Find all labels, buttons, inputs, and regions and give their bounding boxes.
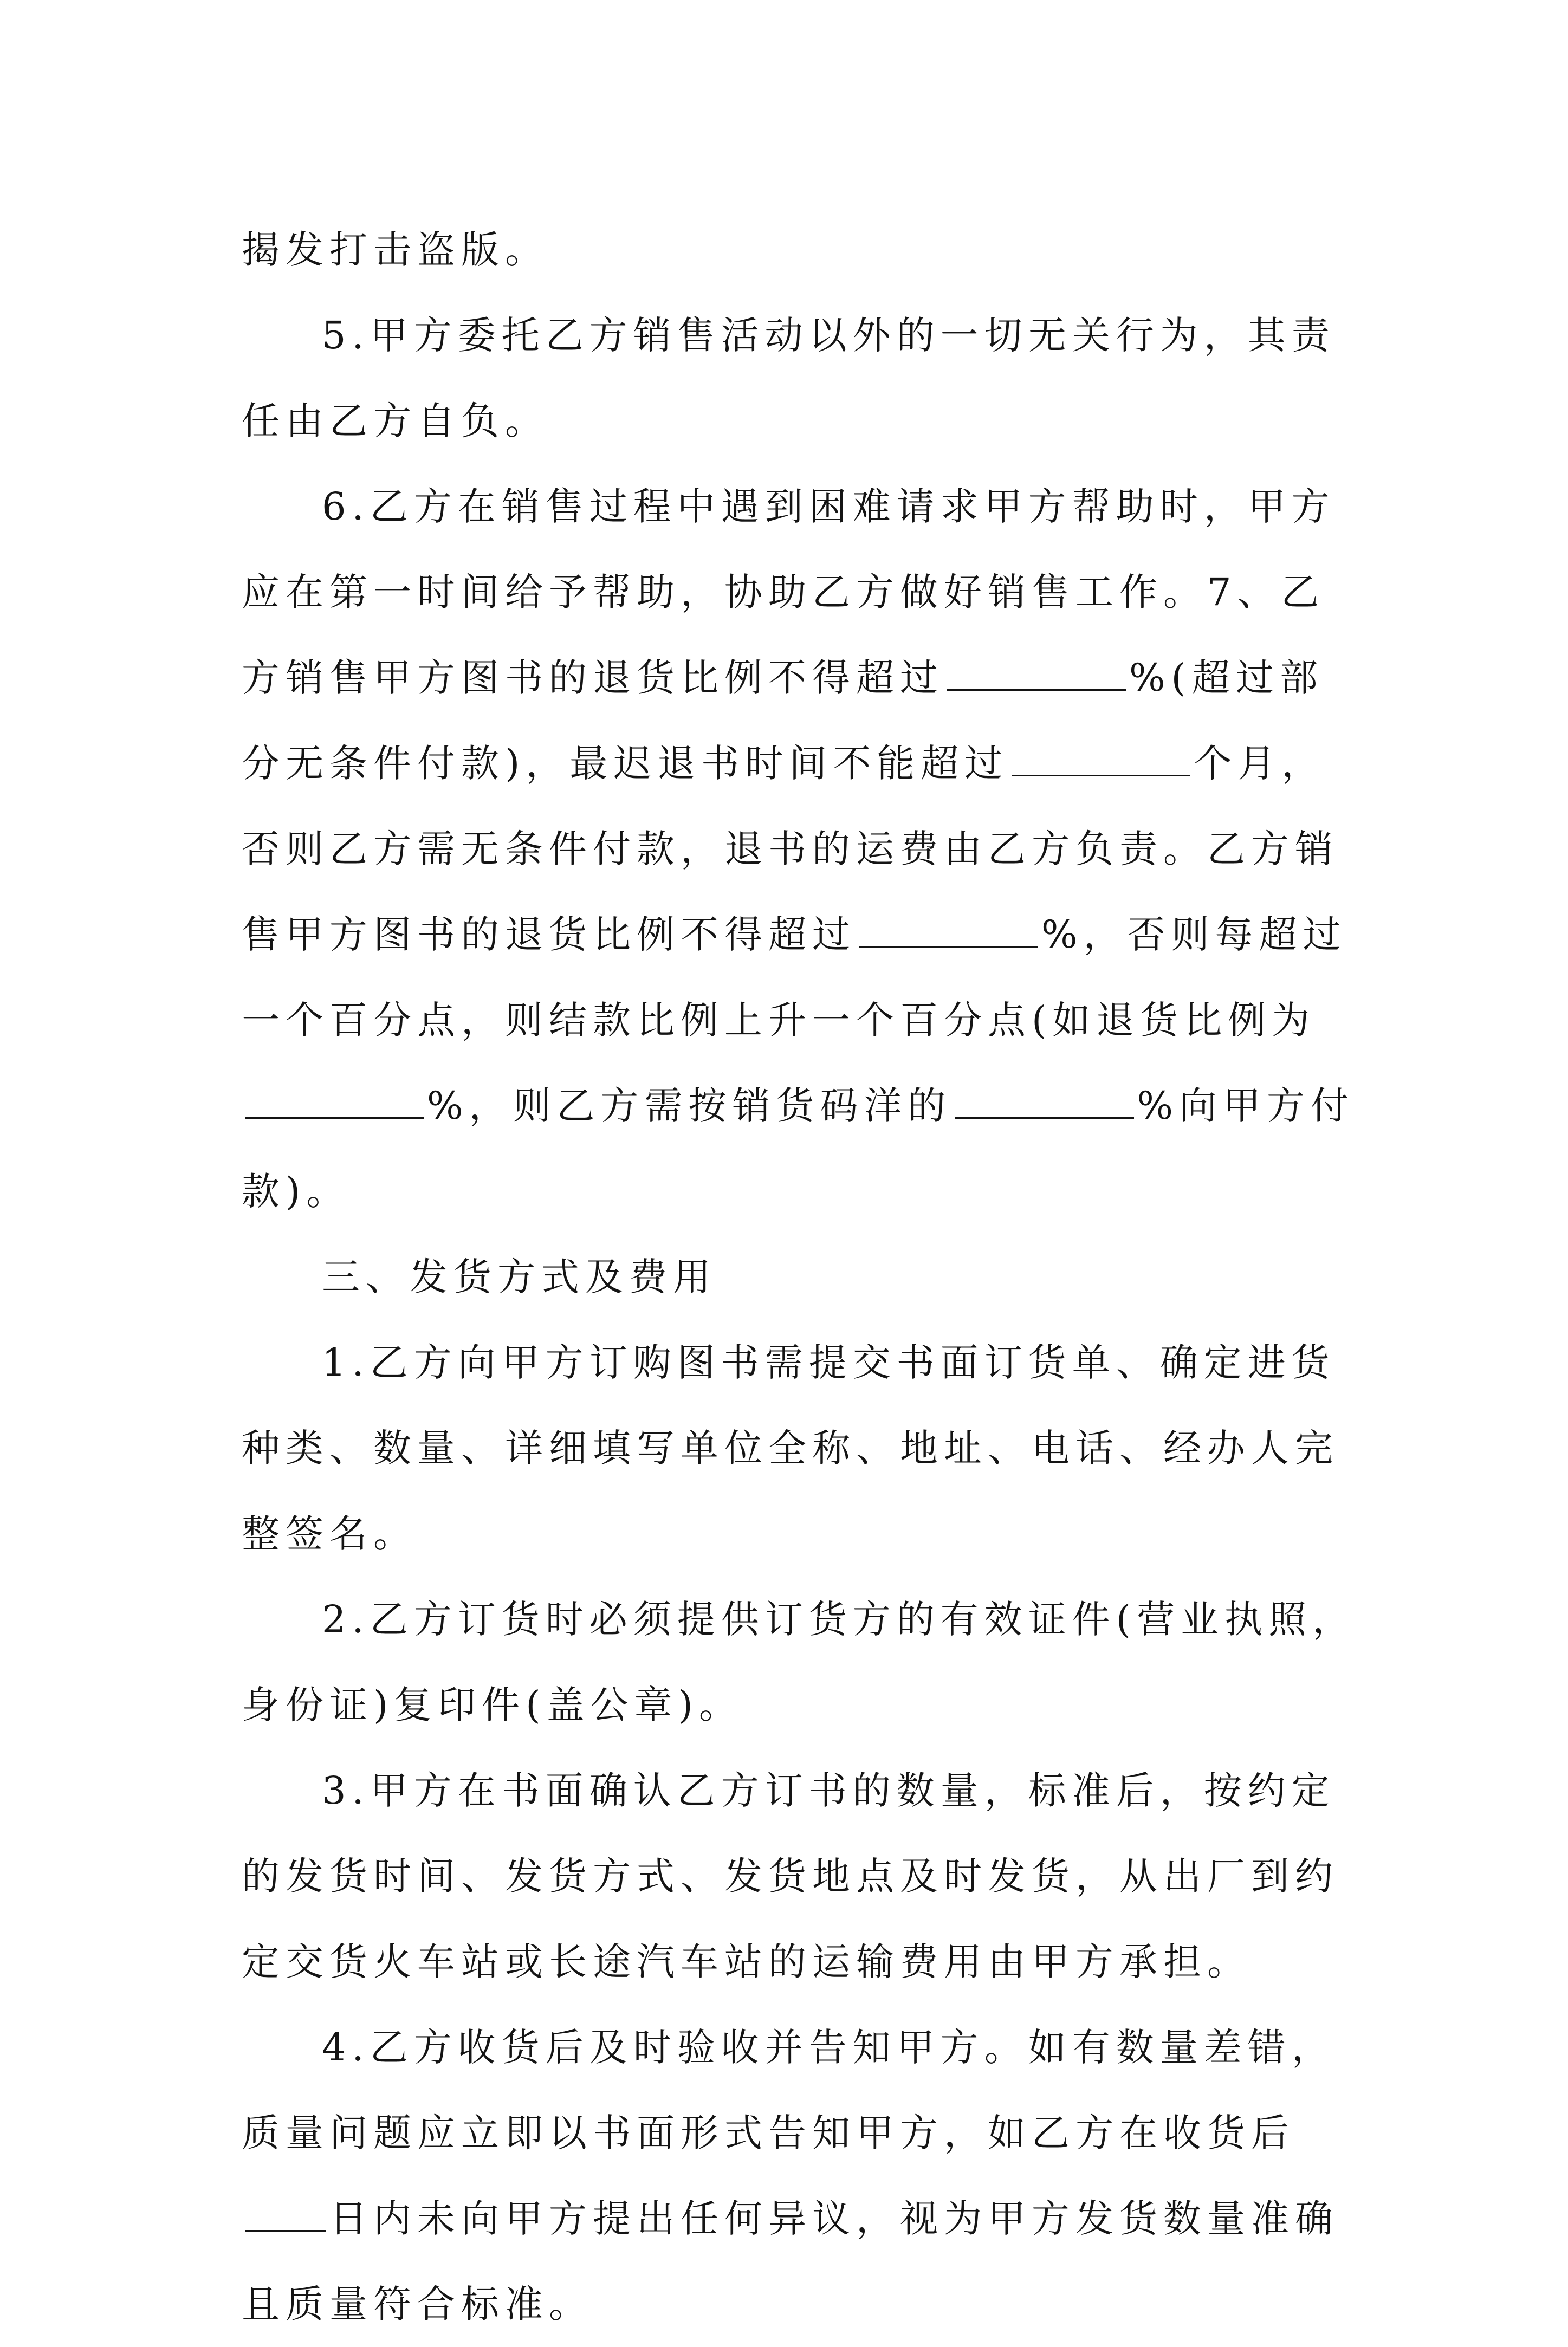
paragraph-shipping-4 bbox=[242, 2005, 1358, 2347]
clause-text: 6.乙方在销售过程中遇到困难请求甲方帮助时，甲方应在第一时间给予帮助，协助乙方做好销售工作。7、乙方销售甲方图书的退货比例不得超过 bbox=[242, 484, 1336, 700]
blank-return-ratio-2[interactable] bbox=[859, 916, 1038, 948]
clause-text: %，则乙方需按销货码洋的 bbox=[427, 1084, 952, 1128]
blank-return-months[interactable] bbox=[1012, 744, 1190, 776]
paragraph-shipping-1: 1.乙方向甲方订购图书需提交书面订货单、确定进货种类、数量、详细填写单位全称、地址、电话、经办人完整签名。 bbox=[242, 1340, 1339, 1556]
paragraph-clause-5: 5.甲方委托乙方销售活动以外的一切无关行为，其责任由乙方自负。 bbox=[242, 313, 1336, 443]
blank-payment-percent[interactable] bbox=[955, 1087, 1134, 1119]
paragraph-shipping-2: 2.乙方订货时必须提供订货方的有效证件(营业执照，身份证)复印件(盖公章)。 bbox=[242, 1597, 1357, 1727]
paragraph-shipping-3: 3.甲方在书面确认乙方订书的数量，标准后，按约定的发货时间、发货方式、发货地点及时发货，从出厂到约定交货火车站或长途汽车站的运输费用由甲方承担。 bbox=[242, 1768, 1339, 1984]
clause-text: %向甲方付款)。 bbox=[242, 1084, 1355, 1214]
paragraph-clause-6-7 bbox=[242, 464, 1358, 1234]
paragraph-1: 揭发打击盗版。 bbox=[242, 228, 549, 272]
blank-return-ratio[interactable] bbox=[947, 659, 1126, 691]
blank-inspection-days[interactable] bbox=[245, 2200, 326, 2232]
clause-text: %，否则每超过一个百分点，则结款比例上升一个百分点(如退货比例为 bbox=[242, 912, 1347, 1042]
clause-text: 4.乙方收货后及时验收并告知甲方。如有数量差错，质量问题应立即以书面形式告知甲方，如乙方在收货后 bbox=[242, 2025, 1336, 2155]
clause-text: %(超过部分无条件付款)，最迟退书时间不能超过 bbox=[242, 656, 1324, 786]
section-heading-shipping: 三、发货方式及费用 bbox=[322, 1255, 717, 1299]
clause-text: 日内未向甲方提出任何异议，视为甲方发货数量准确且质量符合标准。 bbox=[242, 2196, 1339, 2326]
blank-example-ratio[interactable] bbox=[245, 1087, 424, 1119]
clause-text: 个月，否则乙方需无条件付款，退书的运费由乙方负责。乙方销售甲方图书的退货比例不得超过 bbox=[242, 741, 1339, 957]
document-body bbox=[242, 207, 1358, 2347]
